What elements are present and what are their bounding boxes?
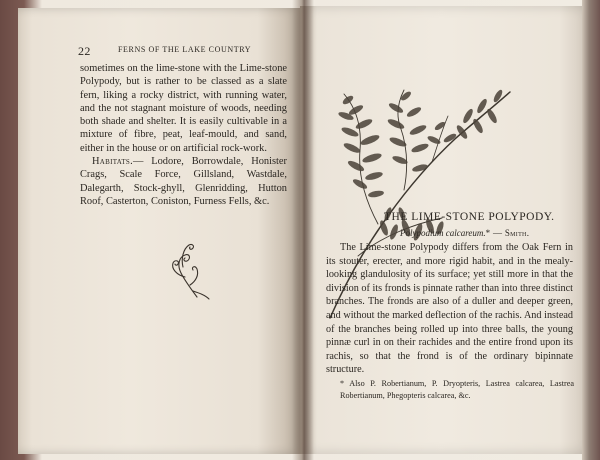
section-title: THE LIME-STONE POLYPODY. [384, 211, 555, 223]
latin-name-line [400, 228, 575, 238]
habitats-label: Habitats. [92, 156, 134, 168]
fern-tendril-ornament [163, 237, 211, 301]
habitats-paragraph [80, 155, 287, 208]
right-page-body [326, 241, 573, 377]
book-gutter [292, 0, 314, 460]
latin-name: Polypodium calcareum. [400, 228, 486, 238]
running-head: FERNS OF THE LAKE COUNTRY [118, 45, 252, 54]
page-number: 22 [78, 44, 91, 58]
right-paragraph: The Lime-stone Polypody differs from the Oak Fern in its stouter, erecter, and more rigid habit, and in the mealy-looking glandulosity of its surface; yet still more in that the division of its fronds is pinnate rather than into three distinct branches. The fronds are also of a duller and deeper green, and without the marked deflection of the rachis. And instead of the branches being rolled up into three balls, the young pinnæ curl in on their rachides and the entire frond upon its rachis, so that the frond is of the ordinary bipinnate structure. [326, 242, 573, 376]
page-edges [582, 0, 600, 460]
authority: * — Smith. [485, 228, 530, 238]
left-page-body [80, 62, 287, 208]
habitats-text: — Lodore, Borrowdale, Honister Crags, Scale Force, Gillsland, Wastdale, Dalegarth, Stock-ghyll, Glenridding, Hutton Roof, Casterton, Coniston, Furness Fells, &c. [80, 156, 287, 207]
footnote: * Also P. Robertianum, P. Dryopteris, Lastrea calcarea, Lastrea Robertianum, Phegopteris calcarea, &c. [340, 379, 574, 400]
left-paragraph: sometimes on the lime-stone with the Lime-stone Polypody, but is rather to be classed as a slate fern, liking a rocky district, with running water, and the not stagnant moisture of woods, needing both shade and shelter. It is easily cultivable in a mixture of fibre, peat, leaf-mould, and sand, either in the house or on artificial rock-work. [80, 63, 287, 154]
